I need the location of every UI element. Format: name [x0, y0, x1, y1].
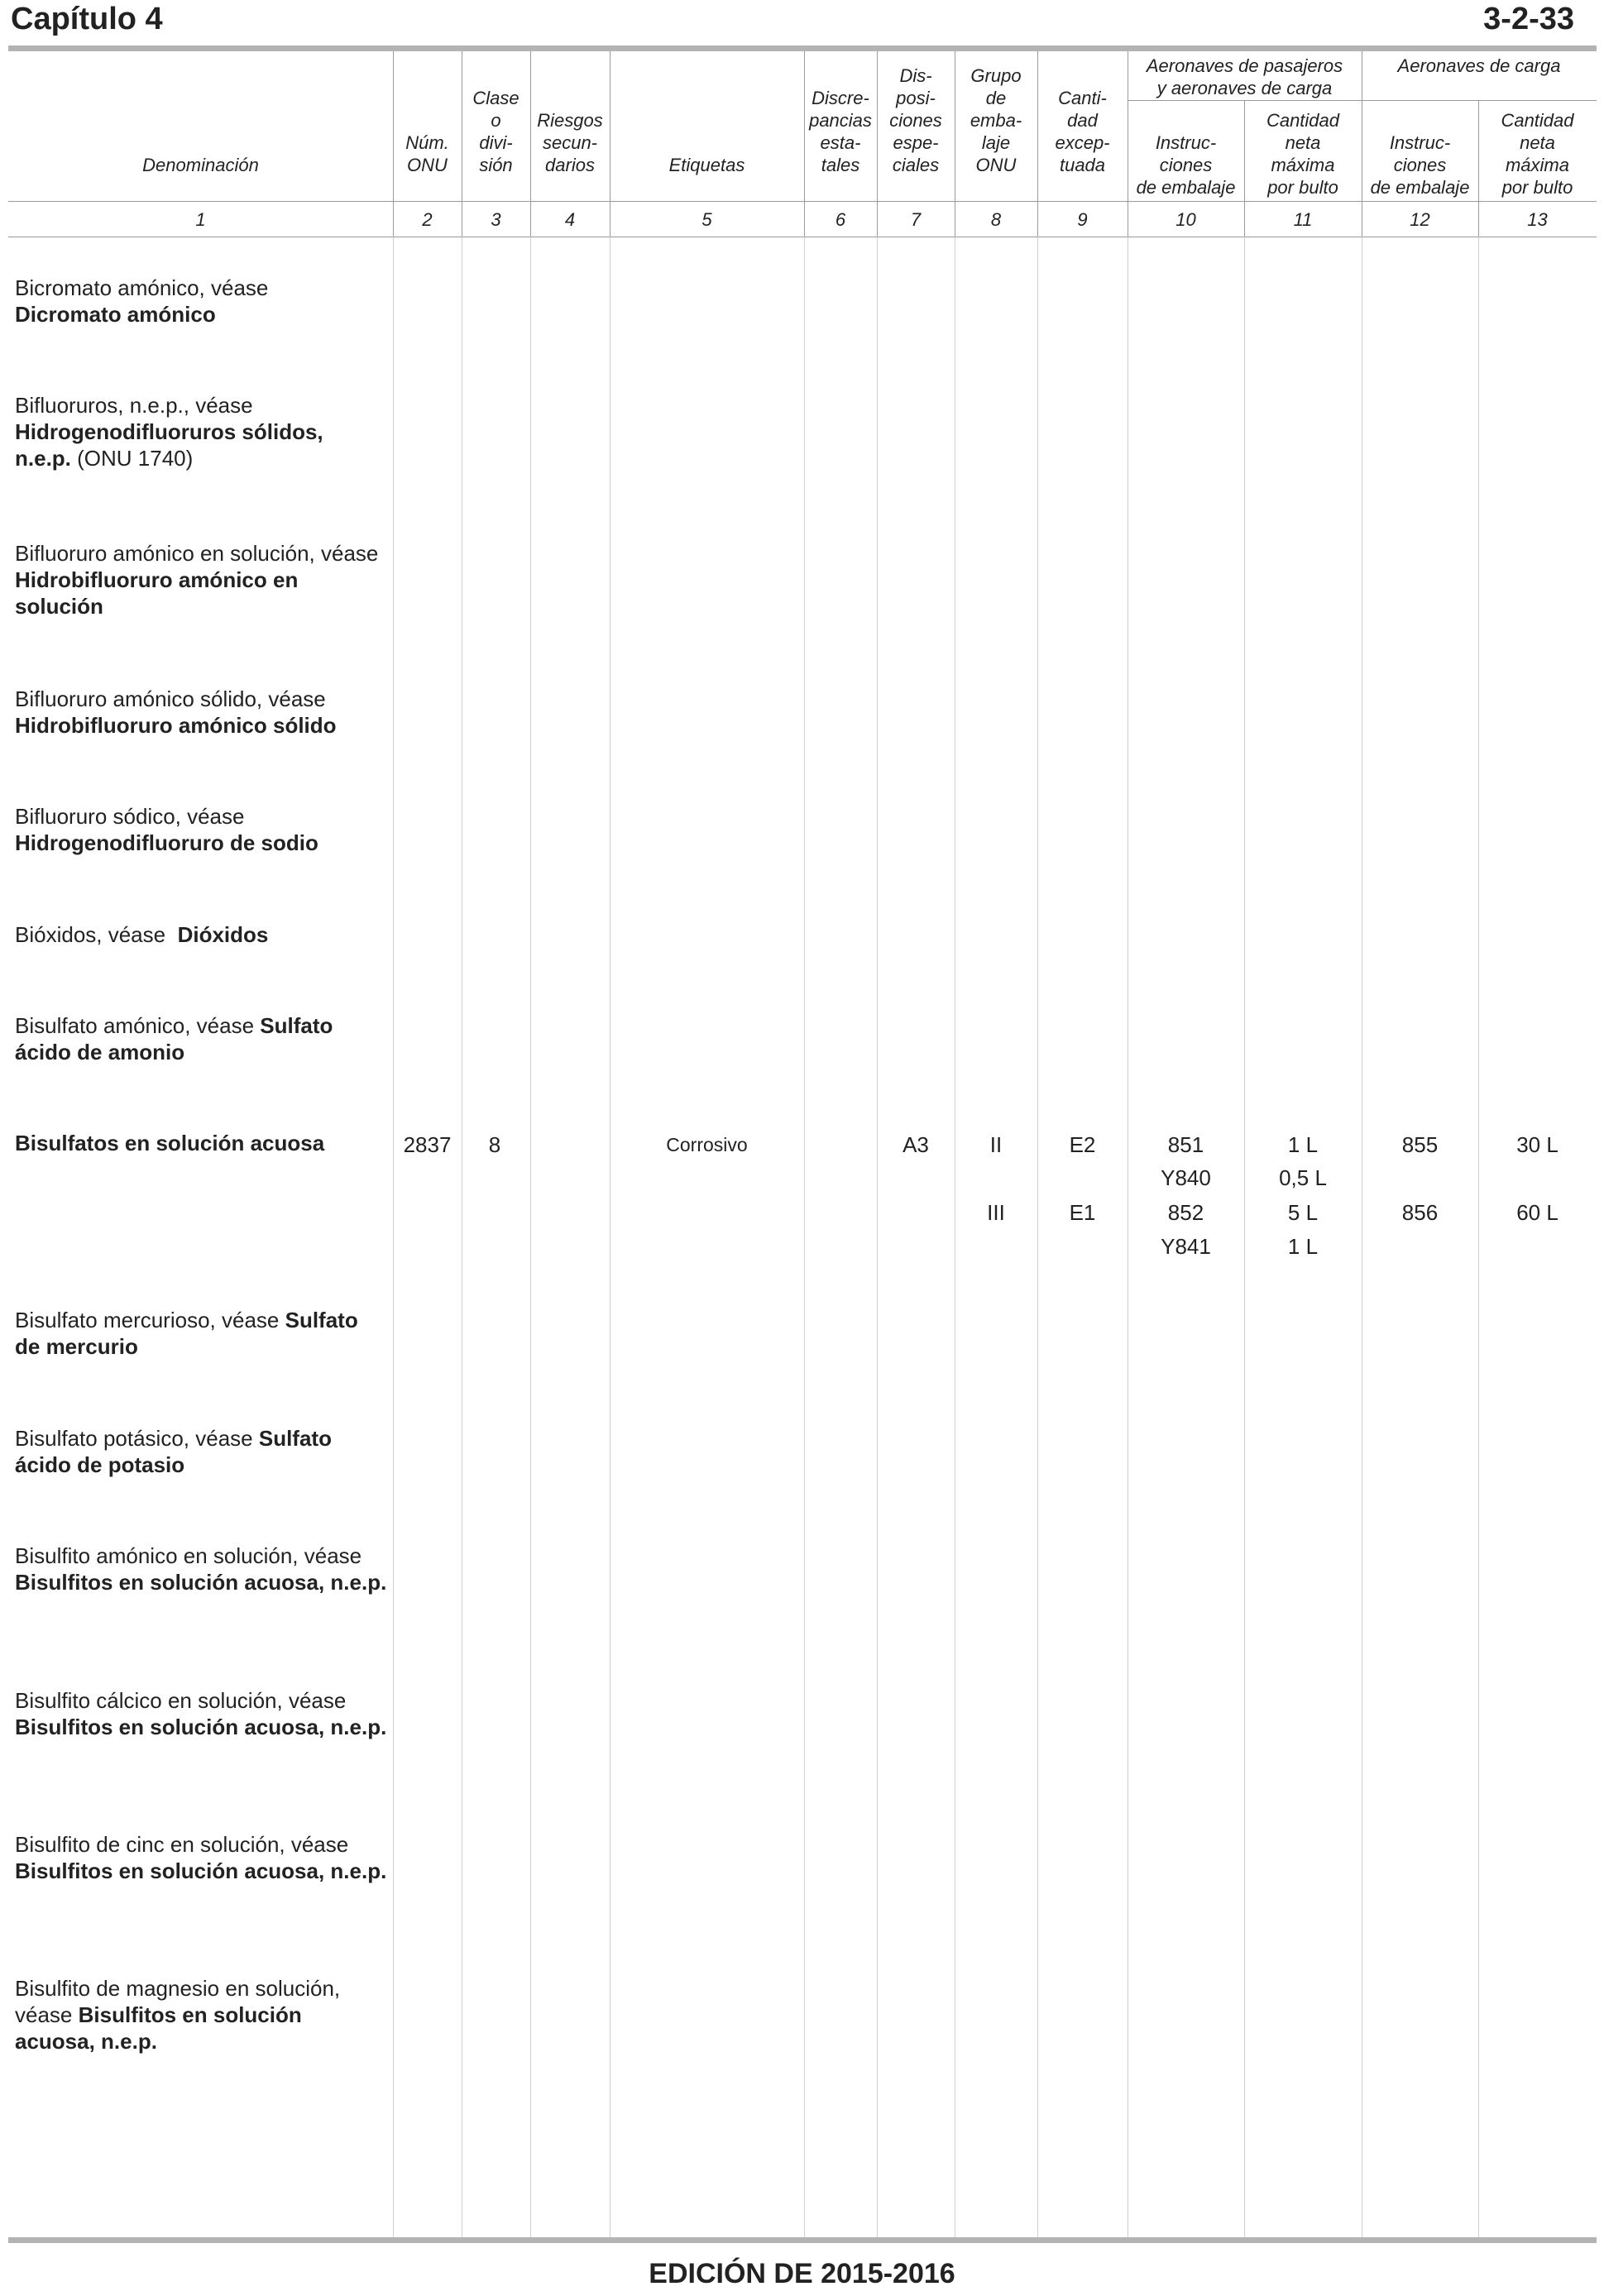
col-header-cargo-instr: Instruc- ciones de embalaje	[1370, 132, 1470, 198]
entry-bifluoruros	[15, 392, 371, 471]
col-number-10: 10	[1175, 209, 1196, 230]
body-column-divider	[804, 237, 805, 2237]
col-number-12: 12	[1410, 209, 1430, 230]
entry-reference: Hidrobifluoruro amónico en solución	[15, 567, 299, 619]
entry-reference: Sulfato ácido de potasio	[15, 1426, 332, 1477]
col-header-cantidad-exceptuada: Canti- dad excep- tuada	[1055, 88, 1110, 175]
entry-reference: Dicromato amónico	[15, 302, 216, 327]
bottom-rule	[8, 2237, 1597, 2243]
pax-max-quantity: 1 L	[1287, 1234, 1319, 1259]
pax-max-quantity: 0,5 L	[1279, 1165, 1327, 1190]
col-header-num-onu	[393, 132, 462, 176]
page-number: 3-2-33	[1483, 2, 1574, 36]
col-number-8: 8	[990, 209, 1002, 230]
entry-main-name: Bisulfatos en solución acuosa	[15, 1131, 325, 1155]
cargo-max-quantity: 30 L	[1516, 1132, 1559, 1157]
body-column-divider	[877, 237, 878, 2237]
col-number-9: 9	[1077, 209, 1088, 230]
entry-text: Bifluoruro sódico, véase	[15, 804, 245, 829]
col-number-4: 4	[564, 209, 576, 230]
entry-text: Bisulfito amónico en solución, véase	[15, 1543, 362, 1568]
entry-text: Bisulfito cálcico en solución, véase	[15, 1688, 347, 1713]
entry-bisulfito-magnesio	[15, 1975, 362, 2054]
pax-max-quantity: 5 L	[1287, 1200, 1319, 1225]
entry-reference: Bisulfitos en solución acuosa, n.e.p.	[15, 1715, 387, 1739]
pax-packing-instruction: Y840	[1161, 1165, 1211, 1190]
entry-bisulfato-potasico	[15, 1425, 371, 1478]
un-number: 2837	[403, 1132, 452, 1157]
entry-bisulfatos-solucion	[15, 1130, 387, 1156]
col-header-denominacion: Denominación	[142, 155, 259, 175]
col-number-13: 13	[1527, 209, 1548, 230]
num-onu-line: Núm. ONU	[405, 132, 449, 175]
entry-text: Bisulfato potásico, véase	[15, 1426, 253, 1451]
pax-packing-instruction: 852	[1167, 1200, 1204, 1225]
col-header-clase: Clase o divi- sión	[472, 88, 520, 175]
pax-packing-instruction: Y841	[1161, 1234, 1211, 1259]
hazard-class: 8	[488, 1132, 501, 1157]
entry-text: Bisulfito de magnesio en solución, véase	[15, 1976, 341, 2027]
excepted-quantity: E1	[1069, 1200, 1096, 1225]
col-number-3: 3	[491, 209, 501, 230]
entry-text: Bisulfato amónico, véase	[15, 1013, 255, 1038]
entry-bisulfito-cinc	[15, 1831, 387, 1884]
col-header-discrepancias: Discre- pancias esta- tales	[809, 88, 872, 175]
body-column-divider	[393, 237, 394, 2237]
body-column-divider	[1037, 237, 1038, 2237]
col-header-etiquetas: Etiquetas	[668, 155, 745, 175]
cargo-packing-instruction: 855	[1401, 1132, 1439, 1157]
entry-tail: (ONU 1740)	[70, 446, 194, 471]
col-header-cargo-qty: Cantidad neta máxima por bulto	[1501, 110, 1574, 198]
col-header-grupo: Grupo de emba- laje ONU	[970, 65, 1022, 175]
entry-reference: Bisulfitos en solución acuosa, n.e.p.	[15, 2002, 302, 2054]
col-header-pax-qty: Cantidad neta máxima por bulto	[1266, 110, 1340, 198]
col-number-5: 5	[701, 209, 712, 230]
entry-reference: Dióxidos	[177, 922, 269, 947]
entry-reference: Bisulfitos en solución acuosa, n.e.p.	[15, 1570, 387, 1595]
col-header-pax-group: Aeronaves de pasajeros y aeronaves de carga	[1146, 55, 1343, 98]
body-column-divider	[1478, 237, 1479, 2237]
entry-bisulfato-mercurioso	[15, 1307, 387, 1360]
entry-bifluoruro-amonico-solucion	[15, 540, 387, 619]
entry-bioxidos	[15, 921, 387, 948]
col-number-2: 2	[422, 209, 433, 230]
entry-reference: Sulfato ácido de amonio	[15, 1013, 333, 1064]
col-header-pax-instr: Instruc- ciones de embalaje	[1136, 132, 1236, 198]
excepted-quantity: E2	[1069, 1132, 1096, 1157]
col-number-7: 7	[910, 209, 922, 230]
header-bottom-line	[8, 201, 1597, 202]
col-number-11: 11	[1293, 209, 1313, 230]
entry-text: Bicromato amónico, véase	[15, 275, 269, 300]
packing-group: III	[987, 1200, 1005, 1225]
entry-reference: Hidrogenodifluoruros sólidos, n.e.p.	[15, 419, 323, 471]
col-number-1: 1	[195, 209, 206, 230]
hazard-label: Corrosivo	[666, 1134, 748, 1155]
entry-text: Bifluoruro amónico en solución, véase	[15, 541, 379, 566]
chapter-title: Capítulo 4	[11, 2, 163, 36]
col-header-cargo-group: Aeronaves de carga	[1397, 55, 1561, 76]
entry-bisulfato-amonico	[15, 1012, 371, 1065]
entry-text: Bifluoruros, n.e.p., véase	[15, 393, 253, 418]
entry-bisulfito-amonico	[15, 1543, 387, 1595]
edition-footer: EDICIÓN DE 2015-2016	[649, 2258, 955, 2289]
entry-text: Bisulfato mercurioso, véase	[15, 1308, 280, 1332]
cargo-packing-instruction: 856	[1401, 1200, 1439, 1225]
entry-reference: Sulfato de mercurio	[15, 1308, 358, 1359]
entry-reference: Hidrogenodifluoruro de sodio	[15, 830, 318, 855]
special-provisions: A3	[903, 1132, 929, 1157]
entry-bifluoruro-amonico-solido	[15, 686, 387, 739]
pax-max-quantity: 1 L	[1287, 1132, 1319, 1157]
entry-text: Bifluoruro amónico sólido, véase	[15, 686, 326, 711]
entry-reference: Bisulfitos en solución acuosa, n.e.p.	[15, 1858, 387, 1883]
entry-text: Bisulfito de cinc en solución, véase	[15, 1832, 349, 1857]
entry-bicromato	[15, 275, 387, 328]
entry-reference: Hidrobifluoruro amónico sólido	[15, 713, 337, 738]
col-header-disposiciones: Dis- posi- ciones espe- ciales	[889, 65, 942, 175]
top-rule	[8, 45, 1597, 51]
packing-group: II	[989, 1132, 1003, 1157]
cargo-max-quantity: 60 L	[1516, 1200, 1559, 1225]
col-header-riesgos: Riesgos secun- darios	[537, 110, 603, 175]
entry-bisulfito-calcico	[15, 1687, 387, 1740]
pax-packing-instruction: 851	[1167, 1132, 1204, 1157]
body-column-divider	[530, 237, 531, 2237]
col-number-6: 6	[835, 209, 846, 230]
entry-bifluoruro-sodico	[15, 803, 387, 856]
entry-text: Bióxidos, véase	[15, 922, 172, 947]
